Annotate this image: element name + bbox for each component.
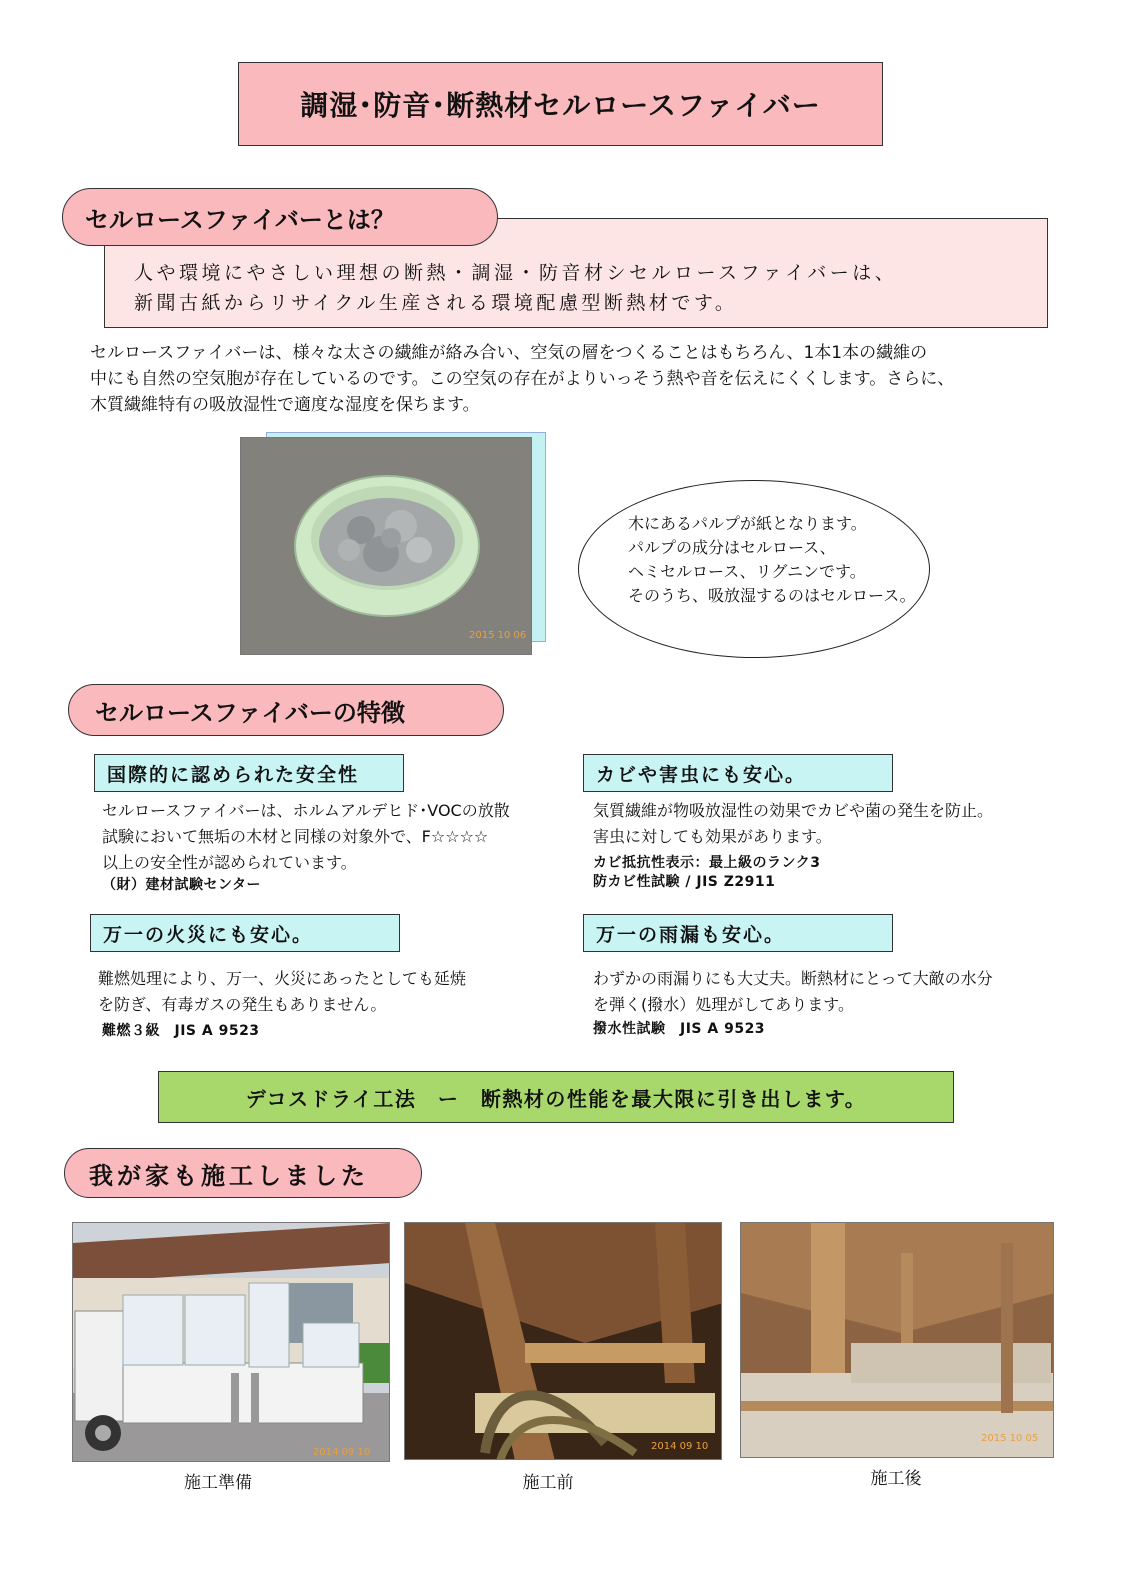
feature-note: （財）建材試験センター <box>102 877 261 893</box>
description-paragraph <box>90 340 1050 418</box>
page-title: 調湿･防音･断熱材セルロースファイバー <box>238 62 883 146</box>
paragraph-line: 中にも自然の空気胞が存在しているのです。この空気の存在がよりいっそう熱や音を伝えにくくします。さらに、 <box>90 369 955 389</box>
feature-note: 難燃３級 JIS A 9523 <box>102 1023 260 1039</box>
caption-before: 施工前 <box>522 1473 574 1493</box>
intro-text <box>134 258 897 318</box>
feature-line: を防ぎ、有毒ガスの発生もありません。 <box>98 995 387 1014</box>
section-heading-label: セルロースファイバーの特徴 <box>95 698 405 727</box>
feature-text-fire <box>98 966 558 1018</box>
truck-image <box>73 1223 390 1462</box>
feature-text-safety <box>102 798 562 876</box>
banner-label: デコスドライ工法 ー 断熱材の性能を最大限に引き出します。 <box>245 1086 867 1111</box>
paragraph-line: 木質繊維特有の吸放湿性で適度な湿度を保ちます。 <box>90 395 480 415</box>
feature-line: わずかの雨漏りにも大丈夫。断熱材にとって大敵の水分 <box>593 969 993 988</box>
feature-line: 害虫に対しても効果があります。 <box>593 827 832 846</box>
feature-note: 撥水性試験 JIS A 9523 <box>593 1021 766 1037</box>
section-heading-features <box>68 684 504 736</box>
feature-title-leak <box>583 914 893 952</box>
feature-title-label: 国際的に認められた安全性 <box>107 763 360 786</box>
method-banner <box>158 1071 954 1123</box>
feature-line: 気質繊維が物吸放湿性の効果でカビや菌の発生を防止。 <box>593 801 994 820</box>
attic-before-image <box>405 1223 722 1460</box>
bubble-line: 木にあるパルプが紙となります。 <box>628 514 867 533</box>
intro-line: 新聞古紙からリサイクル生産される環境配慮型断熱材です。 <box>134 292 738 314</box>
feature-text-mold <box>593 798 1073 850</box>
bubble-line: そのうち、吸放湿するのはセルロース。 <box>628 586 916 605</box>
photo-after <box>740 1222 1054 1458</box>
caption-preparation: 施工準備 <box>184 1473 252 1493</box>
photo-date: 2014 09 10 <box>651 1441 709 1452</box>
feature-title-mold <box>583 754 893 792</box>
feature-line: を弾く(撥水）処理がしてあります。 <box>593 995 854 1014</box>
bowl-image <box>241 438 532 655</box>
feature-line: 以上の安全性が認められています。 <box>102 853 357 872</box>
feature-text-leak <box>593 966 1073 1018</box>
bubble-text <box>628 512 916 608</box>
feature-title-safety <box>94 754 404 792</box>
photo-preparation <box>72 1222 390 1462</box>
feature-note-line: カビ抵抗性表示：最上級のランク3 <box>593 855 821 871</box>
photo-date: 2015 10 06 <box>469 630 527 641</box>
feature-note <box>593 854 820 892</box>
section-heading-label: セルロースファイバーとは？ <box>85 205 395 234</box>
photo-date: 2015 10 05 <box>981 1433 1039 1444</box>
section-heading-what-is <box>62 188 498 246</box>
feature-line: セルロースファイバーは、ホルムアルデヒド･VOCの放散 <box>102 801 510 820</box>
feature-title-label: 万一の火災にも安心。 <box>103 923 314 946</box>
feature-note-line: 防カビ性試験 / JIS Z2911 <box>593 874 776 890</box>
section-heading-installed <box>64 1148 422 1198</box>
bubble-line: ヘミセルロース、リグニンです。 <box>628 562 866 581</box>
bubble-line: パルプの成分はセルロース、 <box>628 538 836 557</box>
section-heading-label: 我が家も施工しました <box>89 1160 369 1190</box>
attic-after-image <box>741 1223 1054 1458</box>
cellulose-bowl-photo <box>240 437 532 655</box>
feature-line: 難燃処理により、万一、火災にあったとしても延焼 <box>98 969 466 988</box>
intro-line: 人や環境にやさしい理想の断熱・調湿・防音材シセルロースファイバーは、 <box>134 262 898 284</box>
feature-title-label: 万一の雨漏も安心。 <box>596 923 786 946</box>
feature-title-fire <box>90 914 400 952</box>
feature-line: 試験において無垢の木材と同様の対象外で、F☆☆☆☆ <box>102 827 489 846</box>
feature-title-label: カビや害虫にも安心。 <box>596 763 807 786</box>
paragraph-line: セルロースファイバーは、様々な太さの繊維が絡み合い、空気の層をつくることはもちろん、1本1本の繊維の <box>90 343 928 363</box>
caption-after: 施工後 <box>870 1469 922 1489</box>
photo-date: 2014 09 10 <box>313 1447 371 1458</box>
photo-before <box>404 1222 722 1460</box>
